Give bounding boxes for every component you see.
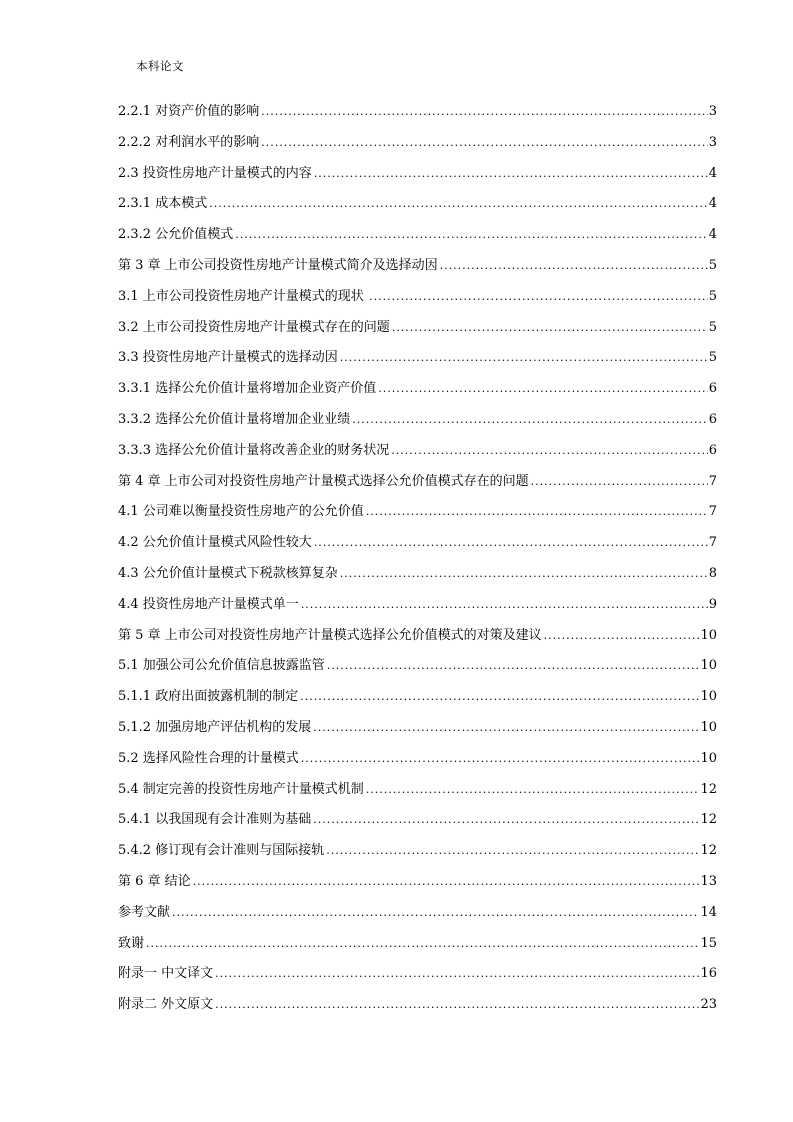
toc-entry[interactable] <box>118 868 717 899</box>
dot-leader <box>300 683 699 711</box>
toc-entry-page: 5 <box>708 350 717 366</box>
toc-entry-page: 10 <box>700 627 717 643</box>
toc-entry-label: 4.2 公允价值计量模式风险性较大 <box>118 535 312 551</box>
toc-entry[interactable] <box>118 129 717 160</box>
toc-entry[interactable] <box>118 683 717 714</box>
toc-entry-label: 附录二 外文原文 <box>118 997 214 1013</box>
dot-leader <box>391 437 708 465</box>
toc-entry-page: 16 <box>700 966 717 982</box>
toc-entry[interactable] <box>118 160 717 191</box>
toc-entry[interactable] <box>118 899 717 930</box>
toc-entry-page: 5 <box>708 257 717 273</box>
dot-leader <box>215 991 699 1019</box>
dot-leader <box>531 468 708 496</box>
toc-entry-page: 8 <box>708 565 717 581</box>
dot-leader <box>327 652 700 680</box>
dot-leader <box>352 406 708 434</box>
toc-entry-label: 5.4 制定完善的投资性房地产计量模式机制 <box>118 781 364 797</box>
toc-entry-page: 4 <box>708 165 717 181</box>
toc-entry[interactable] <box>118 991 717 1022</box>
dot-leader <box>261 129 708 157</box>
toc-entry-page: 9 <box>708 596 717 612</box>
toc-entry-page: 4 <box>708 227 717 243</box>
toc-entry-label: 4.3 公允价值计量模式下税款核算复杂 <box>118 565 338 581</box>
toc-entry-page: 7 <box>708 504 717 520</box>
toc-entry-label: 4.1 公司难以衡量投资性房地产的公允价值 <box>118 504 364 520</box>
dot-leader <box>544 622 700 650</box>
dot-leader <box>369 283 708 311</box>
dot-leader <box>301 745 700 773</box>
dot-leader <box>193 868 700 896</box>
toc-entry[interactable] <box>118 375 717 406</box>
dot-leader <box>172 899 699 927</box>
toc-entry[interactable] <box>118 837 717 868</box>
toc-entry[interactable] <box>118 622 717 653</box>
toc-entry-label: 2.2.2 对利润水平的影响 <box>118 134 260 150</box>
dot-leader <box>235 221 708 249</box>
dot-leader <box>209 190 708 218</box>
toc-entry[interactable] <box>118 252 717 283</box>
toc-entry[interactable] <box>118 652 717 683</box>
dot-leader <box>340 344 708 372</box>
toc-entry-page: 7 <box>708 535 717 551</box>
toc-entry[interactable] <box>118 314 717 345</box>
dot-leader <box>326 837 699 865</box>
dot-leader <box>378 375 708 403</box>
toc-entry-page: 10 <box>700 658 717 674</box>
toc-entry-page: 3 <box>708 134 717 150</box>
toc-entry[interactable] <box>118 806 717 837</box>
dot-leader <box>440 252 708 280</box>
toc-entry-label: 第 5 章 上市公司对投资性房地产计量模式选择公允价值模式的对策及建议 <box>118 627 542 643</box>
toc-entry-page: 10 <box>700 750 717 766</box>
toc-entry-label: 第 3 章 上市公司投资性房地产计量模式简介及选择动因 <box>118 257 438 273</box>
toc-entry[interactable] <box>118 437 717 468</box>
toc-entry[interactable] <box>118 930 717 961</box>
toc-entry-page: 23 <box>700 997 717 1013</box>
toc-entry-label: 3.3.1 选择公允价值计量将增加企业资产价值 <box>118 381 377 397</box>
toc-entry-label: 5.1 加强公司公允价值信息披露监管 <box>118 658 325 674</box>
running-header: 本科论文 <box>136 59 184 73</box>
toc-entry[interactable] <box>118 776 717 807</box>
dot-leader <box>313 714 699 742</box>
toc-entry-page: 4 <box>708 196 717 212</box>
toc-entry-label: 3.3 投资性房地产计量模式的选择动因 <box>118 350 338 366</box>
dot-leader <box>146 930 699 958</box>
toc-entry[interactable] <box>118 560 717 591</box>
toc-entry-page: 13 <box>700 873 717 889</box>
toc-entry[interactable] <box>118 283 717 314</box>
toc-entry-label: 附录一 中文译文 <box>118 966 214 982</box>
toc-entry-page: 5 <box>708 288 717 304</box>
toc-entry-page: 6 <box>708 442 717 458</box>
dot-leader <box>313 806 699 834</box>
toc-entry-page: 15 <box>700 935 717 951</box>
dot-leader <box>215 960 699 988</box>
toc-entry-label: 致谢 <box>118 935 145 951</box>
dot-leader <box>314 160 708 188</box>
toc-entry-label: 第 6 章 结论 <box>118 873 191 889</box>
toc-entry-label: 2.2.1 对资产价值的影响 <box>118 104 260 119</box>
toc-entry[interactable] <box>118 498 717 529</box>
toc-entry[interactable] <box>118 468 717 499</box>
toc-entry-label: 4.4 投资性房地产计量模式单一 <box>118 596 299 612</box>
toc-entry[interactable] <box>118 714 717 745</box>
toc-entry-label: 5.4.2 修订现有会计准则与国际接轨 <box>118 843 325 859</box>
toc-entry-page: 10 <box>700 719 717 735</box>
toc-entry-label: 2.3.1 成本模式 <box>118 196 208 212</box>
toc-entry-label: 5.1.2 加强房地产评估机构的发展 <box>118 719 312 735</box>
toc-entry-page: 12 <box>700 843 717 859</box>
toc-entry[interactable] <box>118 960 717 991</box>
dot-leader <box>366 498 708 526</box>
toc-entry-page: 10 <box>700 689 717 705</box>
toc-entry-label: 5.1.1 政府出面披露机制的制定 <box>118 689 299 705</box>
toc-entry[interactable] <box>118 406 717 437</box>
toc-entry-page: 7 <box>708 473 717 489</box>
dot-leader <box>301 591 708 619</box>
toc-entry[interactable] <box>118 745 717 776</box>
toc-entry-page: 6 <box>708 411 717 427</box>
dot-leader <box>392 314 708 342</box>
toc-entry-page: 14 <box>700 904 717 920</box>
toc-entry[interactable] <box>118 591 717 622</box>
toc-entry-page: 12 <box>700 812 717 828</box>
toc-entry-label: 2.3 投资性房地产计量模式的内容 <box>118 165 312 181</box>
toc-entry-label: 3.2 上市公司投资性房地产计量模式存在的问题 <box>118 319 390 335</box>
toc-entry-label: 3.1 上市公司投资性房地产计量模式的现状 <box>118 288 364 304</box>
toc-entry-label: 3.3.3 选择公允价值计量将改善企业的财务状况 <box>118 442 390 458</box>
toc-entry[interactable] <box>118 190 717 221</box>
toc-entry-page: 12 <box>700 781 717 797</box>
toc-entry-label: 3.3.2 选择公允价值计量将增加企业业绩 <box>118 411 351 427</box>
toc-entry-page: 3 <box>708 104 717 119</box>
toc-entry[interactable] <box>118 344 717 375</box>
dot-leader <box>261 98 708 126</box>
toc-entry-label: 参考文献 <box>118 904 171 920</box>
toc-entry-label: 5.2 选择风险性合理的计量模式 <box>118 750 299 766</box>
dot-leader <box>314 529 708 557</box>
toc-entry[interactable] <box>118 529 717 560</box>
toc-entry-label: 2.3.2 公允价值模式 <box>118 227 234 243</box>
dot-leader <box>340 560 708 588</box>
toc-entry-page: 5 <box>708 319 717 335</box>
toc-entry-label: 第 4 章 上市公司对投资性房地产计量模式选择公允价值模式存在的问题 <box>118 473 529 489</box>
toc-entry[interactable] <box>118 98 717 129</box>
toc-entry-label: 5.4.1 以我国现有会计准则为基础 <box>118 812 312 828</box>
table-of-contents <box>118 98 717 1022</box>
toc-entry-page: 6 <box>708 381 717 397</box>
dot-leader <box>366 776 700 804</box>
toc-entry[interactable] <box>118 221 717 252</box>
